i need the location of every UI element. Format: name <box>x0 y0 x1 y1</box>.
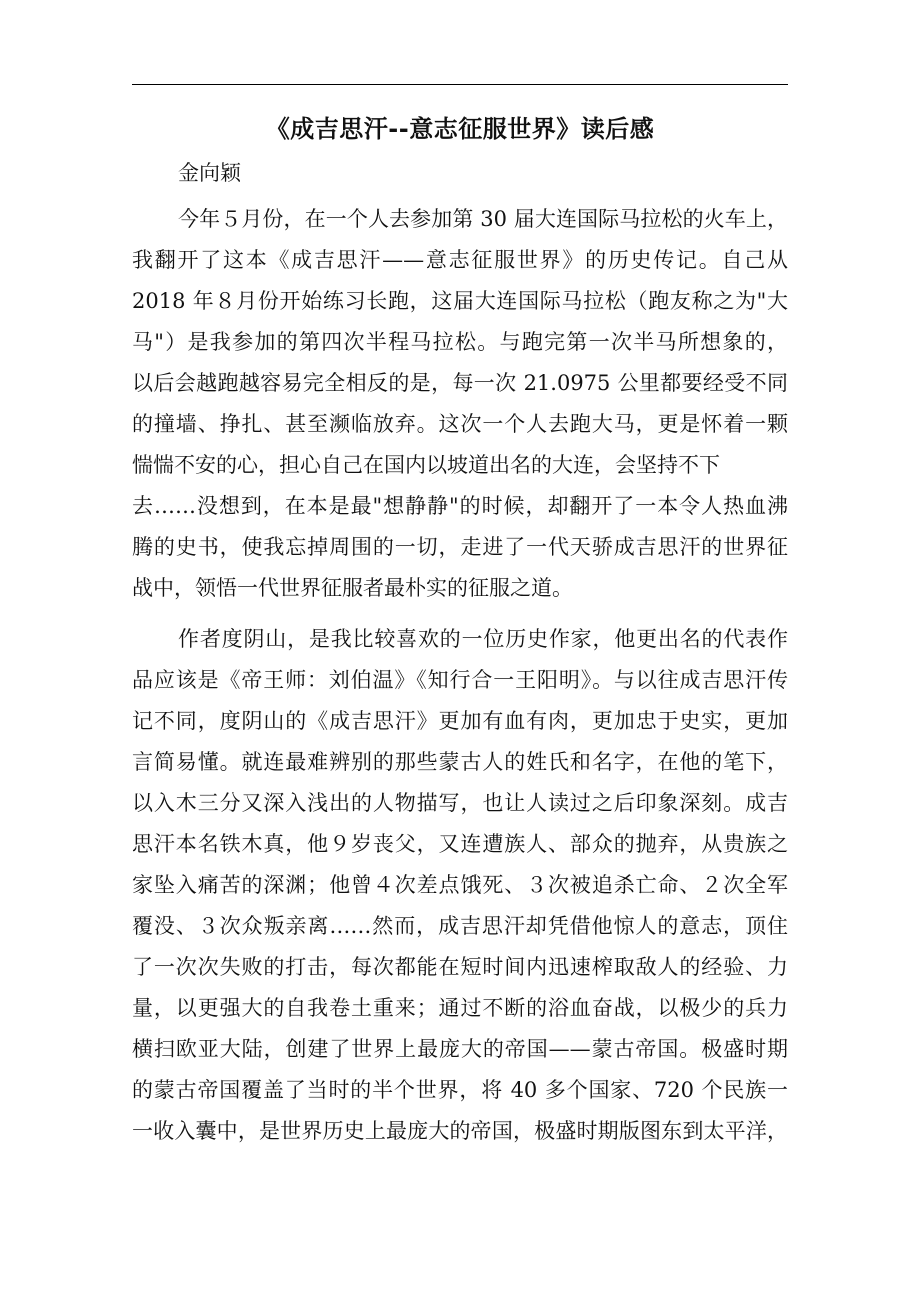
paragraph-2-line: 的蒙古帝国覆盖了当时的半个世界，将 40 多个国家、720 个民族一 <box>132 1078 788 1102</box>
paragraph-2-line: 以入木三分又深入浅出的人物描写，也让人读过之后印象深刻。成吉 <box>132 791 788 815</box>
paragraph-1-line: 以后会越跑越容易完全相反的是，每一次 21.0975 公里都要经受不同 <box>132 371 788 395</box>
paragraph-1-line: 的撞墙、挣扎、甚至濒临放弃。这次一个人去跑大马，更是怀着一颗 <box>132 412 788 436</box>
header-rule <box>132 84 788 85</box>
paragraph-2-line: 作者度阴山，是我比较喜欢的一位历史作家，他更出名的代表作 <box>178 627 788 651</box>
paragraph-1-line: 战中，领悟一代世界征服者最朴实的征服之道。 <box>132 576 573 600</box>
paragraph-2-line: 量，以更强大的自我卷土重来；通过不断的浴血奋战，以极少的兵力 <box>132 996 788 1020</box>
paragraph-2-line: 思汗本名铁木真，他９岁丧父，又连遭族人、部众的抛弃，从贵族之 <box>132 832 788 856</box>
paragraph-1-line: 今年５月份，在一个人去参加第 30 届大连国际马拉松的火车上， <box>178 207 788 231</box>
paragraph-2-line: 横扫欧亚大陆，创建了世界上最庞大的帝国——蒙古帝国。极盛时期 <box>132 1037 788 1061</box>
paragraph-2-line: 家坠入痛苦的深渊；他曾４次差点饿死、３次被追杀亡命、２次全军 <box>132 873 788 897</box>
paragraph-2-line: 言简易懂。就连最难辨别的那些蒙古人的姓氏和名字，在他的笔下， <box>132 750 788 774</box>
paragraph-2-line: 记不同，度阴山的《成吉思汗》更加有血有肉，更加忠于史实，更加 <box>132 709 788 733</box>
author-name: 金向颖 <box>178 161 241 185</box>
paragraph-2-line: 品应该是《帝王师：刘伯温》《知行合一王阳明》。与以往成吉思汗传 <box>132 668 788 692</box>
paragraph-1-line: 我翻开了这本《成吉思汗——意志征服世界》的历史传记。自己从 <box>132 248 788 272</box>
document-title: 《成吉思汗--意志征服世界》读后感 <box>265 115 655 143</box>
paragraph-2-line: 了一次次失败的打击，每次都能在短时间内迅速榨取敌人的经验、力 <box>132 955 788 979</box>
paragraph-1-line: 惴惴不安的心，担心自己在国内以坡道出名的大连，会坚持不下 <box>132 453 720 477</box>
paragraph-2-line: 覆没、３次众叛亲离……然而，成吉思汗却凭借他惊人的意志，顶住 <box>132 914 788 938</box>
paragraph-1-line: 腾的史书，使我忘掉周围的一切，走进了一代天骄成吉思汗的世界征 <box>132 535 788 559</box>
paragraph-1-line: 2018 年８月份开始练习长跑，这届大连国际马拉松（跑友称之为"大 <box>132 289 788 313</box>
paragraph-1-line: 去……没想到，在本是最"想静静"的时候，却翻开了一本令人热血沸 <box>132 494 788 518</box>
paragraph-2-line: 一收入囊中，是世界历史上最庞大的帝国，极盛时期版图东到太平洋， <box>132 1119 788 1143</box>
paragraph-1-line: 马"）是我参加的第四次半程马拉松。与跑完第一次半马所想象的， <box>132 330 788 354</box>
